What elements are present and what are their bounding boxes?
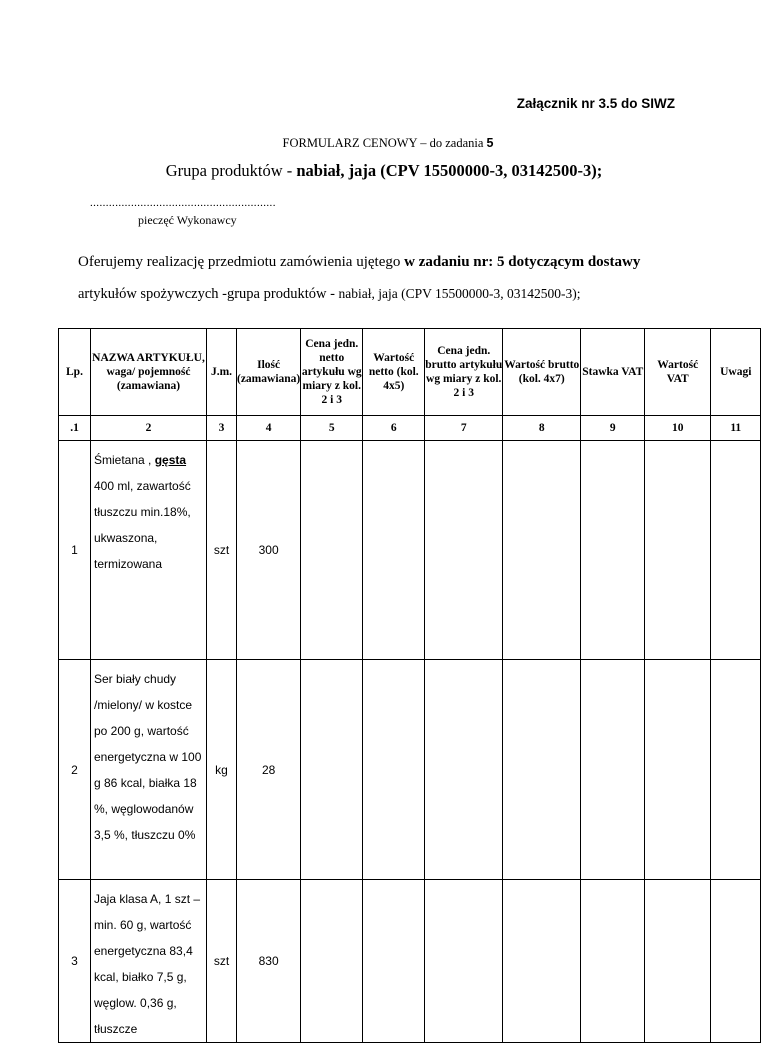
row-article-name: Ser biały chudy /mielony/ w kostce po 200 g, wartość energetyczna w 100 g 86 kcal, białka 18 %, węglowodanów 3,5 %, tłuszczu 0% [91,660,207,880]
header-cell: Wartość netto (kol. 4x5) [363,329,425,416]
row-quantity: 830 [237,880,301,1043]
column-number: 3 [207,416,237,441]
column-number: 8 [503,416,581,441]
header-cell: J.m. [207,329,237,416]
group-prefix: Grupa produktów - [165,161,297,180]
column-number: 6 [363,416,425,441]
column-number-row [59,416,761,441]
offer-line-1-bold: w zadaniu nr: 5 dotyczącym dostawy [404,254,641,270]
column-number: 11 [711,416,761,441]
table-header-row [59,329,761,416]
column-number: 7 [425,416,503,441]
header-cell: Cena jedn. brutto artykułu wg miary z kol. 2 i 3 [425,329,503,416]
cell-gross-value[interactable] [503,880,581,1043]
table-row [59,441,761,660]
cell-vat-value[interactable] [645,441,711,660]
row-quantity: 300 [237,441,301,660]
offer-line-2-normal: artykułów spożywczych -grupa produktów - [78,286,339,302]
row-lp: 1 [59,441,91,660]
header-cell: Stawka VAT [581,329,645,416]
group-bold: nabiał, jaja (CPV 15500000-3, 03142500-3); [296,161,603,180]
cell-vat-value[interactable] [645,880,711,1043]
offer-line-1-normal: Oferujemy realizację przedmiotu zamówienia ujętego [78,254,405,270]
form-title [0,136,768,151]
column-number: 2 [91,416,207,441]
header-cell: NAZWA ARTYKUŁU, waga/ pojemność (zamawiana) [91,329,207,416]
row-article-name: Jaja klasa A, 1 szt – min. 60 g, wartość energetyczna 83,4 kcal, białko 7,5 g, węglow. 0,36 g, tłuszcze [91,880,207,1043]
cell-vat-rate[interactable] [581,660,645,880]
cell-vat-value[interactable] [645,660,711,880]
column-number: 4 [237,416,301,441]
header-cell: Uwagi [711,329,761,416]
table-row [59,660,761,880]
cell-remarks[interactable] [711,660,761,880]
article-name-part: Śmietana , [94,453,155,467]
header-cell: Wartość VAT [645,329,711,416]
cell-net-unit-price[interactable] [301,660,363,880]
cell-gross-value[interactable] [503,660,581,880]
cell-gross-value[interactable] [503,441,581,660]
row-lp: 3 [59,880,91,1043]
cell-net-value[interactable] [363,660,425,880]
row-quantity: 28 [237,660,301,880]
column-number: 10 [645,416,711,441]
row-lp: 2 [59,660,91,880]
cell-vat-rate[interactable] [581,441,645,660]
form-title-prefix: FORMULARZ CENOWY – do zadania [282,136,484,150]
price-table [58,328,761,1043]
cell-remarks[interactable] [711,880,761,1043]
offer-line-2 [78,286,581,303]
row-unit: szt [207,880,237,1043]
cell-remarks[interactable] [711,441,761,660]
cell-net-unit-price[interactable] [301,880,363,1043]
column-number: 5 [301,416,363,441]
task-number: 5 [486,136,494,150]
cell-net-unit-price[interactable] [301,441,363,660]
table-row [59,880,761,1043]
cell-net-value[interactable] [363,880,425,1043]
header-cell: Wartość brutto (kol. 4x7) [503,329,581,416]
cell-vat-rate[interactable] [581,880,645,1043]
article-name-underlined: gęsta [154,453,187,467]
row-unit: kg [207,660,237,880]
cell-gross-unit-price[interactable] [425,660,503,880]
header-cell: Ilość (zamawiana) [237,329,301,416]
header-cell: Lp. [59,329,91,416]
annex-label: Załącznik nr 3.5 do SIWZ [516,96,675,111]
stamp-dotted-line: ........................................................... [90,197,276,209]
product-group-title [0,161,768,181]
row-article-name [91,441,207,660]
column-number: .1 [59,416,91,441]
stamp-label: pieczęć Wykonawcy [138,213,237,227]
offer-line-1 [78,254,640,271]
offer-line-2-small: nabiał, jaja (CPV 15500000-3, 03142500-3); [338,286,581,301]
header-cell: Cena jedn. netto artykułu wg miary z kol. 2 i 3 [301,329,363,416]
article-name-rest: 400 ml, zawartość tłuszczu min.18%, ukwaszona, termizowana [94,479,191,571]
cell-net-value[interactable] [363,441,425,660]
column-number: 9 [581,416,645,441]
row-unit: szt [207,441,237,660]
cell-gross-unit-price[interactable] [425,880,503,1043]
cell-gross-unit-price[interactable] [425,441,503,660]
